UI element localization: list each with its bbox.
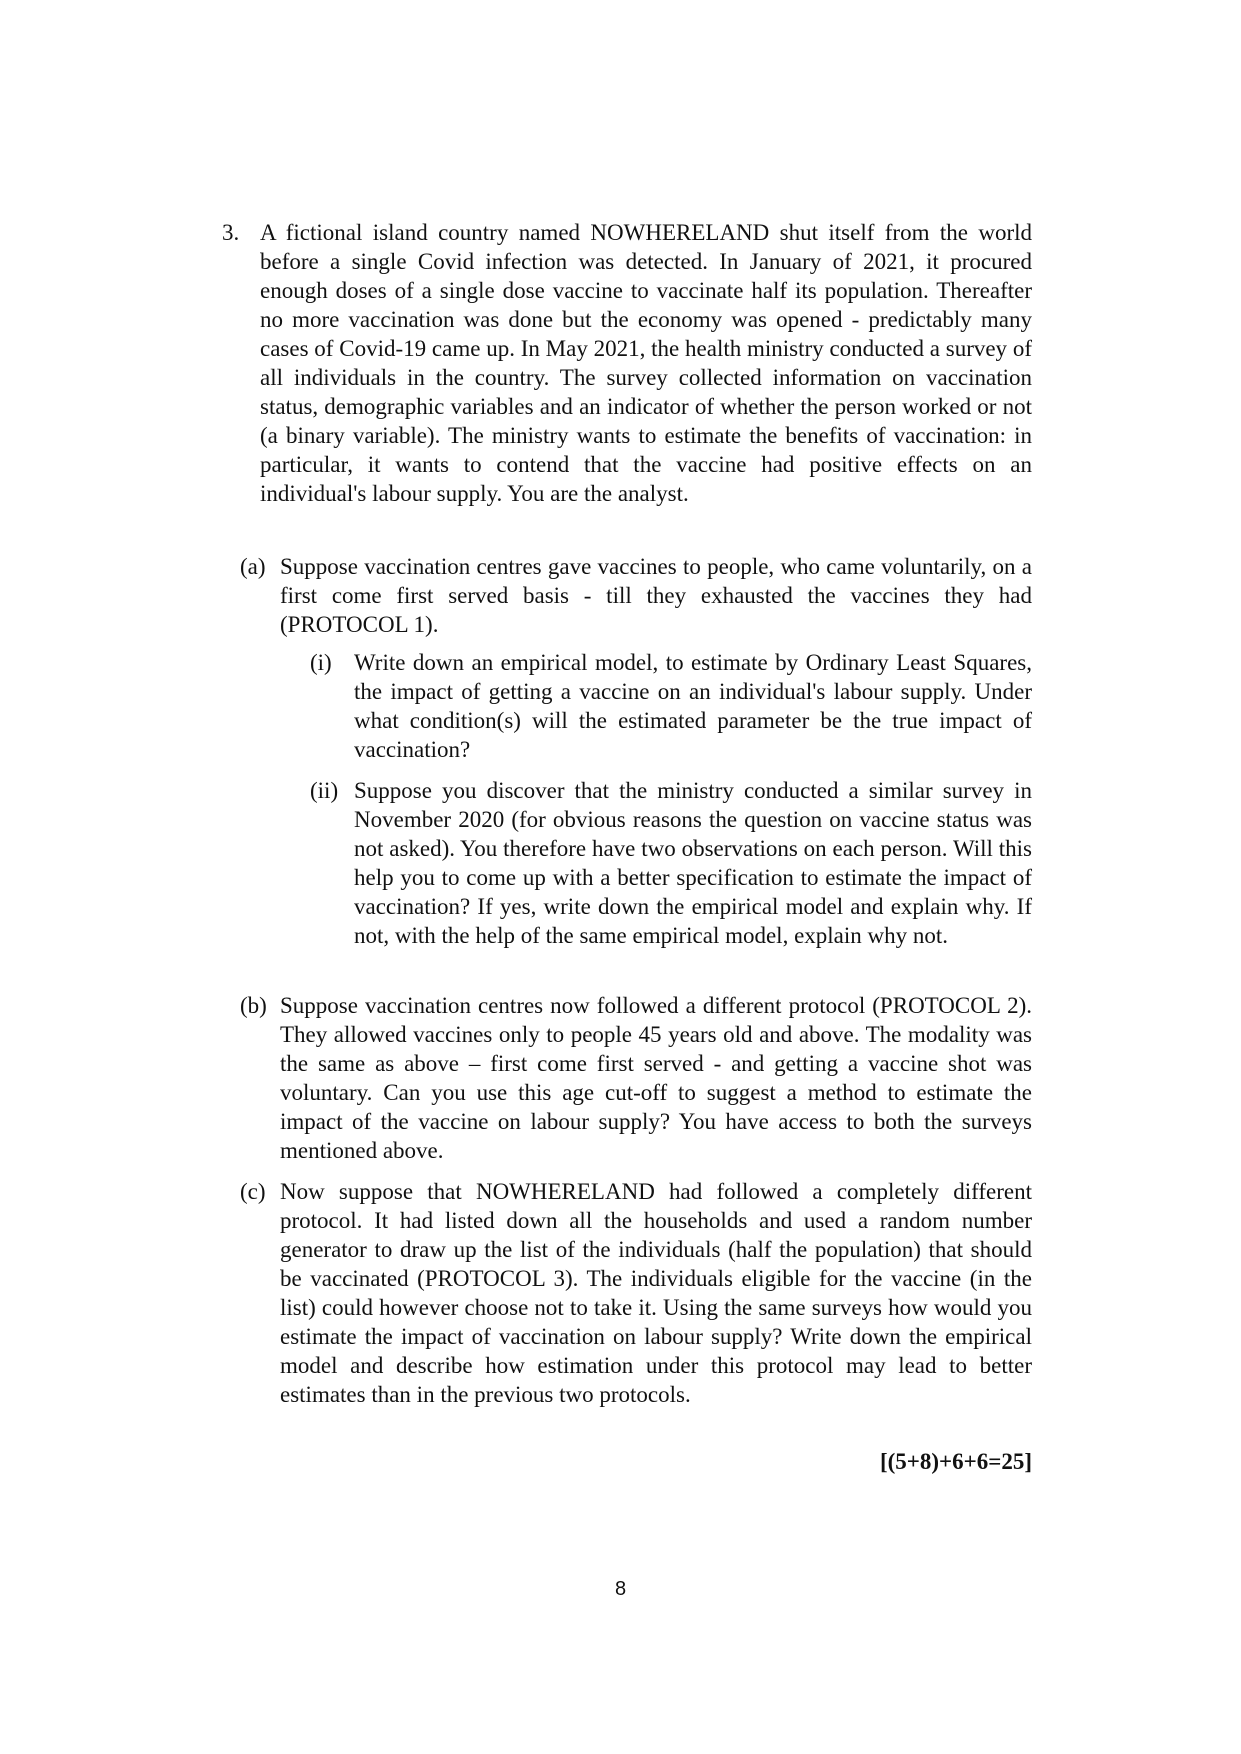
part-c-text: Now suppose that NOWHERELAND had followed a completely different protocol. It had listed down all the households and used a random number generator to draw up the list of the individuals (half the population) that should be vaccinated (PROTOCOL 3). The individuals eligible for the vaccine (in the list) could however choose not to take it. Using the same surveys how would you estimate the impact of vaccination on labour supply? Write down the empirical model and describe how estimation under this protocol may lead to better estimates than in the previous two protocols.: [280, 1179, 1032, 1407]
part-a-i-label: (i): [310, 650, 332, 675]
part-b: [240, 991, 1032, 1165]
page-number: 8: [614, 1578, 627, 1600]
question-number: 3.: [222, 220, 240, 245]
part-b-label: (b): [240, 993, 267, 1018]
part-a-label: (a): [240, 554, 266, 579]
question-3: [222, 218, 1032, 508]
part-a-i: [310, 648, 1032, 764]
part-c: [240, 1177, 1032, 1409]
part-a-ii-text: Suppose you discover that the ministry conducted a similar survey in November 2020 (for obvious reasons the question on vaccine status was not asked). You therefore have two observations on each person. Will this help you to come up with a better specification to estimate the impact of vaccination? If yes, write down the empirical model and explain why. If not, with the help of the same empirical model, explain why not.: [354, 778, 1032, 948]
question-stem: A fictional island country named NOWHERELAND shut itself from the world before a single Covid infection was detected. In January of 2021, it procured enough doses of a single dose vaccine to vaccinate half its population. Thereafter no more vaccination was done but the economy was opened - predictably many cases of Covid-19 came up. In May 2021, the health ministry conducted a survey of all individuals in the country. The survey collected information on vaccination status, demographic variables and an indicator of whether the person worked or not (a binary variable). The ministry wants to estimate the benefits of vaccination: in particular, it wants to contend that the vaccine had positive effects on an individual's labour supply. You are the analyst.: [260, 220, 1032, 506]
part-a-i-text: Write down an empirical model, to estimate by Ordinary Least Squares, the impact of getting a vaccine on an individual's labour supply. Under what condition(s) will the estimated parameter be the true impact of vaccination?: [354, 650, 1032, 762]
part-a: [240, 552, 1032, 639]
part-a-text: Suppose vaccination centres gave vaccines to people, who came voluntarily, on a first come first served basis - till they exhausted the vaccines they had (PROTOCOL 1).: [280, 554, 1032, 637]
part-a-ii-label: (ii): [310, 778, 339, 803]
part-b-text: Suppose vaccination centres now followed a different protocol (PROTOCOL 2). They allowed vaccines only to people 45 years old and above. The modality was the same as above – first come first served - and getting a vaccine shot was voluntary. Can you use this age cut-off to suggest a method to estimate the impact of the vaccine on labour supply? You have access to both the surveys mentioned above.: [280, 993, 1032, 1163]
part-c-label: (c): [240, 1179, 266, 1204]
marks-allocation: [(5+8)+6+6=25]: [879, 1449, 1032, 1474]
part-a-ii: [310, 776, 1032, 950]
